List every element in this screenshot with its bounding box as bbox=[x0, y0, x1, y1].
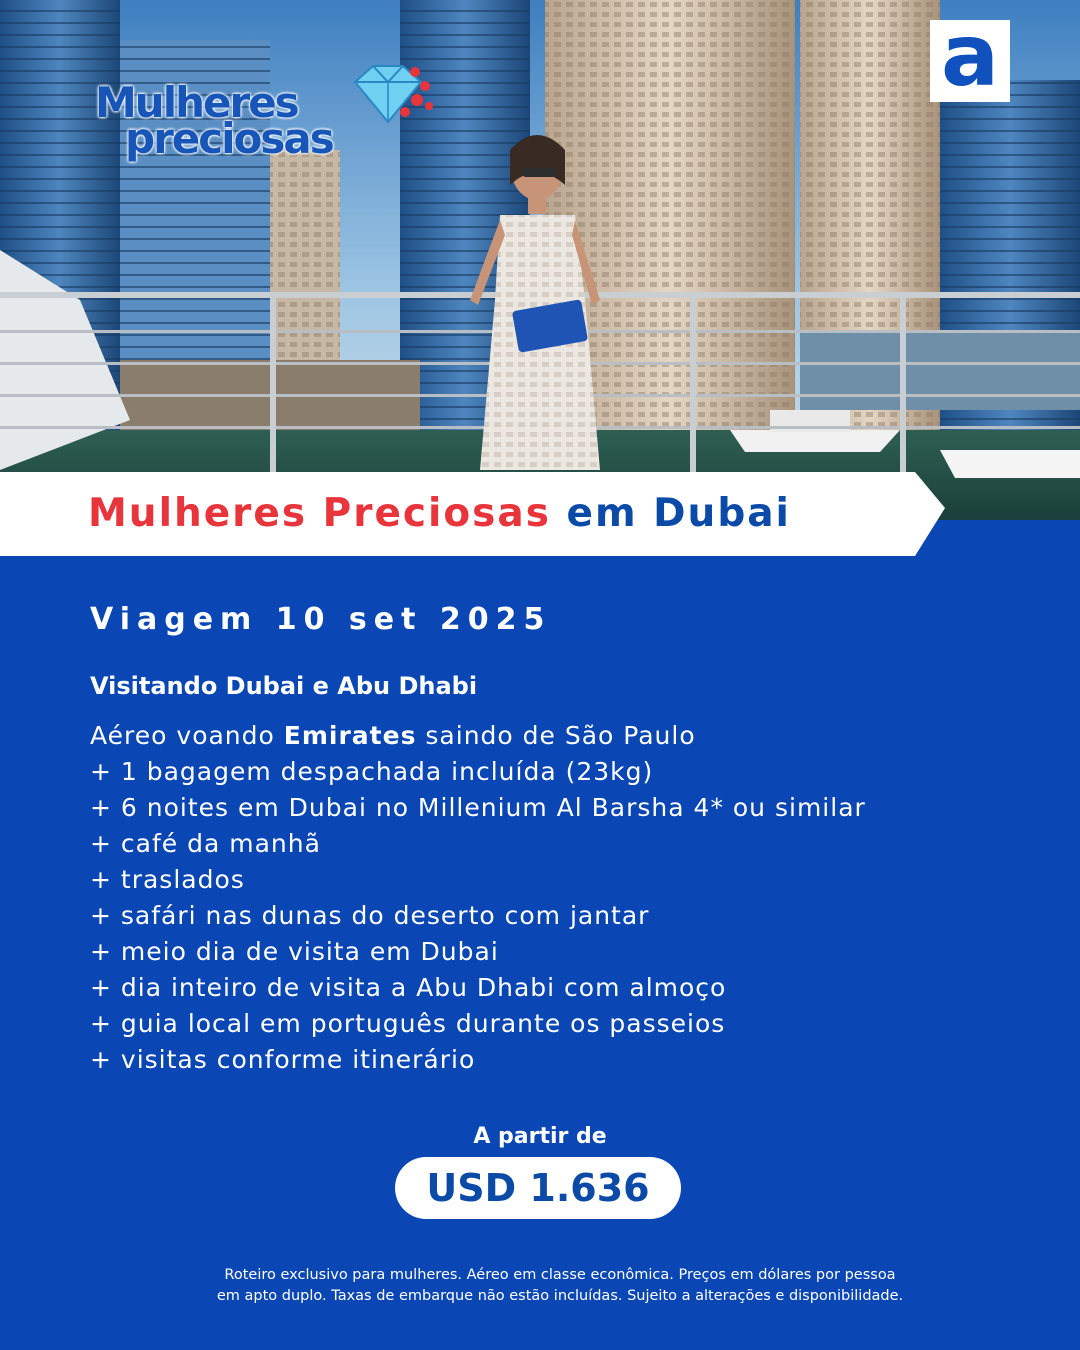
logo-line1: Mulheres bbox=[95, 78, 298, 127]
list-item: + 1 bagagem despachada incluída (23kg) bbox=[90, 757, 654, 786]
list-item: + 6 noites em Dubai no Millenium Al Barsha 4* ou similar bbox=[90, 793, 866, 822]
first-item-suffix: saindo de São Paulo bbox=[416, 721, 696, 750]
list-item: + safári nas dunas do deserto com jantar bbox=[90, 901, 650, 930]
logo-line2: preciosas bbox=[125, 114, 333, 163]
included-items-list bbox=[90, 718, 866, 1078]
agency-logo-letter: a bbox=[940, 6, 1000, 106]
airline-name: Emirates bbox=[283, 721, 417, 750]
trip-date: Viagem 10 set 2025 bbox=[90, 602, 552, 637]
diamond-icon bbox=[345, 60, 435, 140]
trip-subtitle: Visitando Dubai e Abu Dhabi bbox=[90, 672, 478, 700]
disclaimer bbox=[120, 1265, 1000, 1307]
mulheres-preciosas-logo bbox=[95, 60, 435, 170]
list-item: + guia local em português durante os passeios bbox=[90, 1009, 726, 1038]
price-badge: USD 1.636 bbox=[395, 1157, 681, 1219]
list-item: + meio dia de visita em Dubai bbox=[90, 937, 499, 966]
hero-photo bbox=[0, 0, 1080, 520]
title-part2: em Dubai bbox=[566, 491, 791, 536]
agency-logo bbox=[930, 6, 1010, 106]
list-item: + visitas conforme itinerário bbox=[90, 1045, 476, 1074]
list-item: + dia inteiro de visita a Abu Dhabi com almoço bbox=[90, 973, 727, 1002]
disclaimer-line2: em apto duplo. Taxas de embarque não estão incluídas. Sujeito a alterações e disponibilidade. bbox=[216, 1288, 904, 1304]
list-item: + café da manhã bbox=[90, 829, 321, 858]
list-item bbox=[90, 718, 866, 754]
disclaimer-line1: Roteiro exclusivo para mulheres. Aéreo em classe econômica. Preços em dólares por pessoa bbox=[224, 1267, 896, 1283]
list-item: + traslados bbox=[90, 865, 245, 894]
title-banner bbox=[0, 472, 945, 556]
price-label: A partir de bbox=[473, 1124, 607, 1149]
page-title bbox=[88, 472, 791, 556]
first-item-prefix: Aéreo voando bbox=[90, 721, 284, 750]
title-part1: Mulheres Preciosas bbox=[88, 491, 551, 536]
